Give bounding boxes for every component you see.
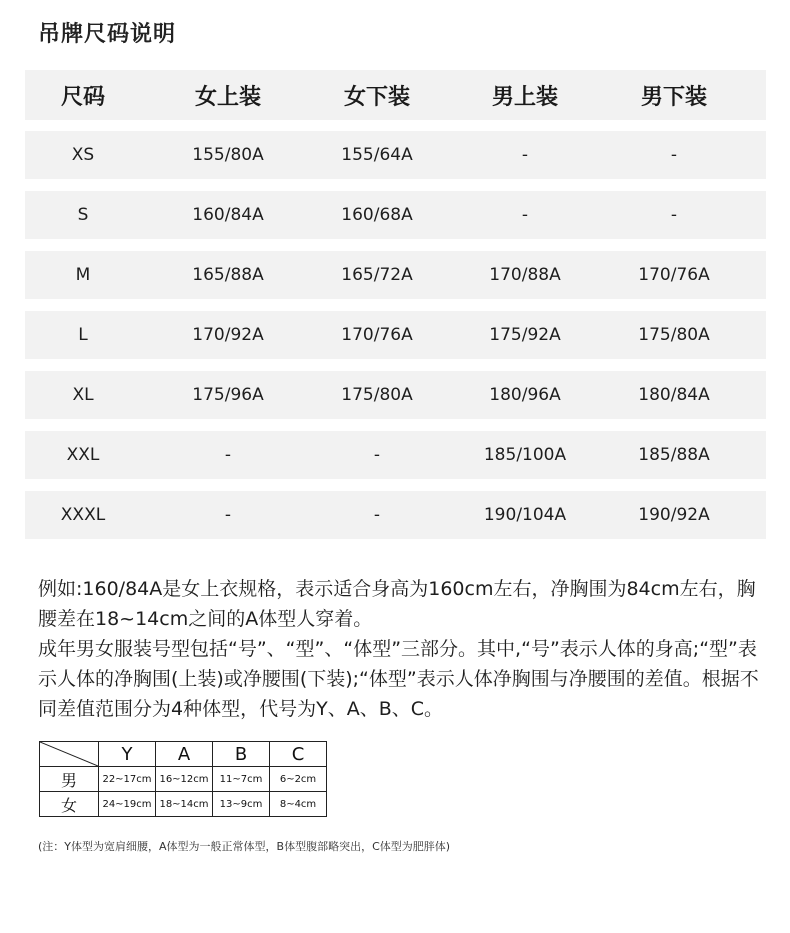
table-row — [25, 191, 766, 239]
size-cell: L — [78, 325, 88, 345]
men-bottom-cell: - — [670, 205, 678, 225]
women-top-cell: 160/84A — [192, 205, 264, 225]
type-a-value: 16~12cm — [156, 767, 213, 792]
header-size: 尺码 — [60, 84, 106, 110]
size-cell: M — [75, 265, 91, 285]
body-type-header-row — [40, 742, 327, 767]
type-a-value: 18~14cm — [156, 792, 213, 817]
men-top-cell: 180/96A — [489, 385, 561, 405]
gender-cell: 男 — [40, 767, 99, 792]
header-type-a: A — [156, 742, 213, 767]
size-cell: XXL — [66, 445, 100, 465]
header-women-bottom: 女下装 — [343, 84, 411, 110]
size-cell: XXXL — [60, 505, 106, 525]
size-cell: XS — [71, 145, 95, 165]
table-row — [25, 131, 766, 179]
header-men-bottom: 男下装 — [640, 84, 708, 110]
header-type-b: B — [213, 742, 270, 767]
women-bottom-cell: 165/72A — [341, 265, 413, 285]
women-bottom-cell: - — [373, 445, 381, 465]
men-top-cell: 175/92A — [489, 325, 561, 345]
size-cell: S — [77, 205, 89, 225]
women-top-cell: - — [224, 445, 232, 465]
type-b-value: 11~7cm — [213, 767, 270, 792]
page-title: 吊牌尺码说明 — [38, 22, 177, 47]
men-top-cell: - — [521, 205, 529, 225]
men-bottom-cell: 175/80A — [638, 325, 710, 345]
type-b-value: 13~9cm — [213, 792, 270, 817]
women-bottom-cell: 170/76A — [341, 325, 413, 345]
men-bottom-cell: 180/84A — [638, 385, 710, 405]
men-bottom-cell: 170/76A — [638, 265, 710, 285]
men-top-cell: - — [521, 145, 529, 165]
table-header-row — [25, 70, 766, 120]
men-top-cell: 170/88A — [489, 265, 561, 285]
men-top-cell: 190/104A — [483, 505, 567, 525]
header-type-c: C — [270, 742, 327, 767]
body-type-table — [39, 741, 327, 817]
header-women-top: 女上装 — [194, 84, 262, 110]
men-bottom-cell: 185/88A — [638, 445, 710, 465]
type-y-value: 22~17cm — [99, 767, 156, 792]
type-c-value: 8~4cm — [270, 792, 327, 817]
header-men-top: 男上装 — [491, 84, 559, 110]
table-row — [25, 311, 766, 359]
diagonal-line — [40, 742, 98, 766]
type-y-value: 24~19cm — [99, 792, 156, 817]
women-top-cell: 175/96A — [192, 385, 264, 405]
table-row — [25, 371, 766, 419]
women-top-cell: 170/92A — [192, 325, 264, 345]
women-bottom-cell: 155/64A — [341, 145, 413, 165]
body-type-note: 成年男女服装号型包括“号”、“型”、“体型”三部分。其中,“号”表示人体的身高;“型”表示人体的净胸围(上装)或净腰围(下装);“体型”表示人体净胸围与净腰围的差值。根据不同差值范围分为4种体型，代号为Y、A、B、C。 — [38, 638, 759, 720]
women-bottom-cell: 175/80A — [341, 385, 413, 405]
women-bottom-cell: - — [373, 505, 381, 525]
women-bottom-cell: 160/68A — [341, 205, 413, 225]
table-row — [25, 431, 766, 479]
type-c-value: 6~2cm — [270, 767, 327, 792]
men-bottom-cell: - — [670, 145, 678, 165]
size-cell: XL — [72, 385, 94, 405]
diagonal-corner-cell — [40, 742, 99, 767]
women-top-cell: - — [224, 505, 232, 525]
table-row — [25, 251, 766, 299]
footnote: (注：Y体型为宽肩细腰，A体型为一般正常体型，B体型腹部略突出，C体型为肥胖体) — [38, 840, 451, 853]
table-row — [25, 491, 766, 539]
men-bottom-cell: 190/92A — [638, 505, 710, 525]
body-type-row-women — [40, 792, 327, 817]
women-top-cell: 155/80A — [192, 145, 264, 165]
women-top-cell: 165/88A — [192, 265, 264, 285]
header-type-y: Y — [99, 742, 156, 767]
example-note: 例如:160/84A是女上衣规格，表示适合身高为160cm左右，净胸围为84cm左右，胸腰差在18~14cm之间的A体型人穿着。 — [38, 578, 756, 630]
size-notes — [38, 574, 768, 724]
men-top-cell: 185/100A — [483, 445, 567, 465]
body-type-row-men — [40, 767, 327, 792]
gender-cell: 女 — [40, 792, 99, 817]
